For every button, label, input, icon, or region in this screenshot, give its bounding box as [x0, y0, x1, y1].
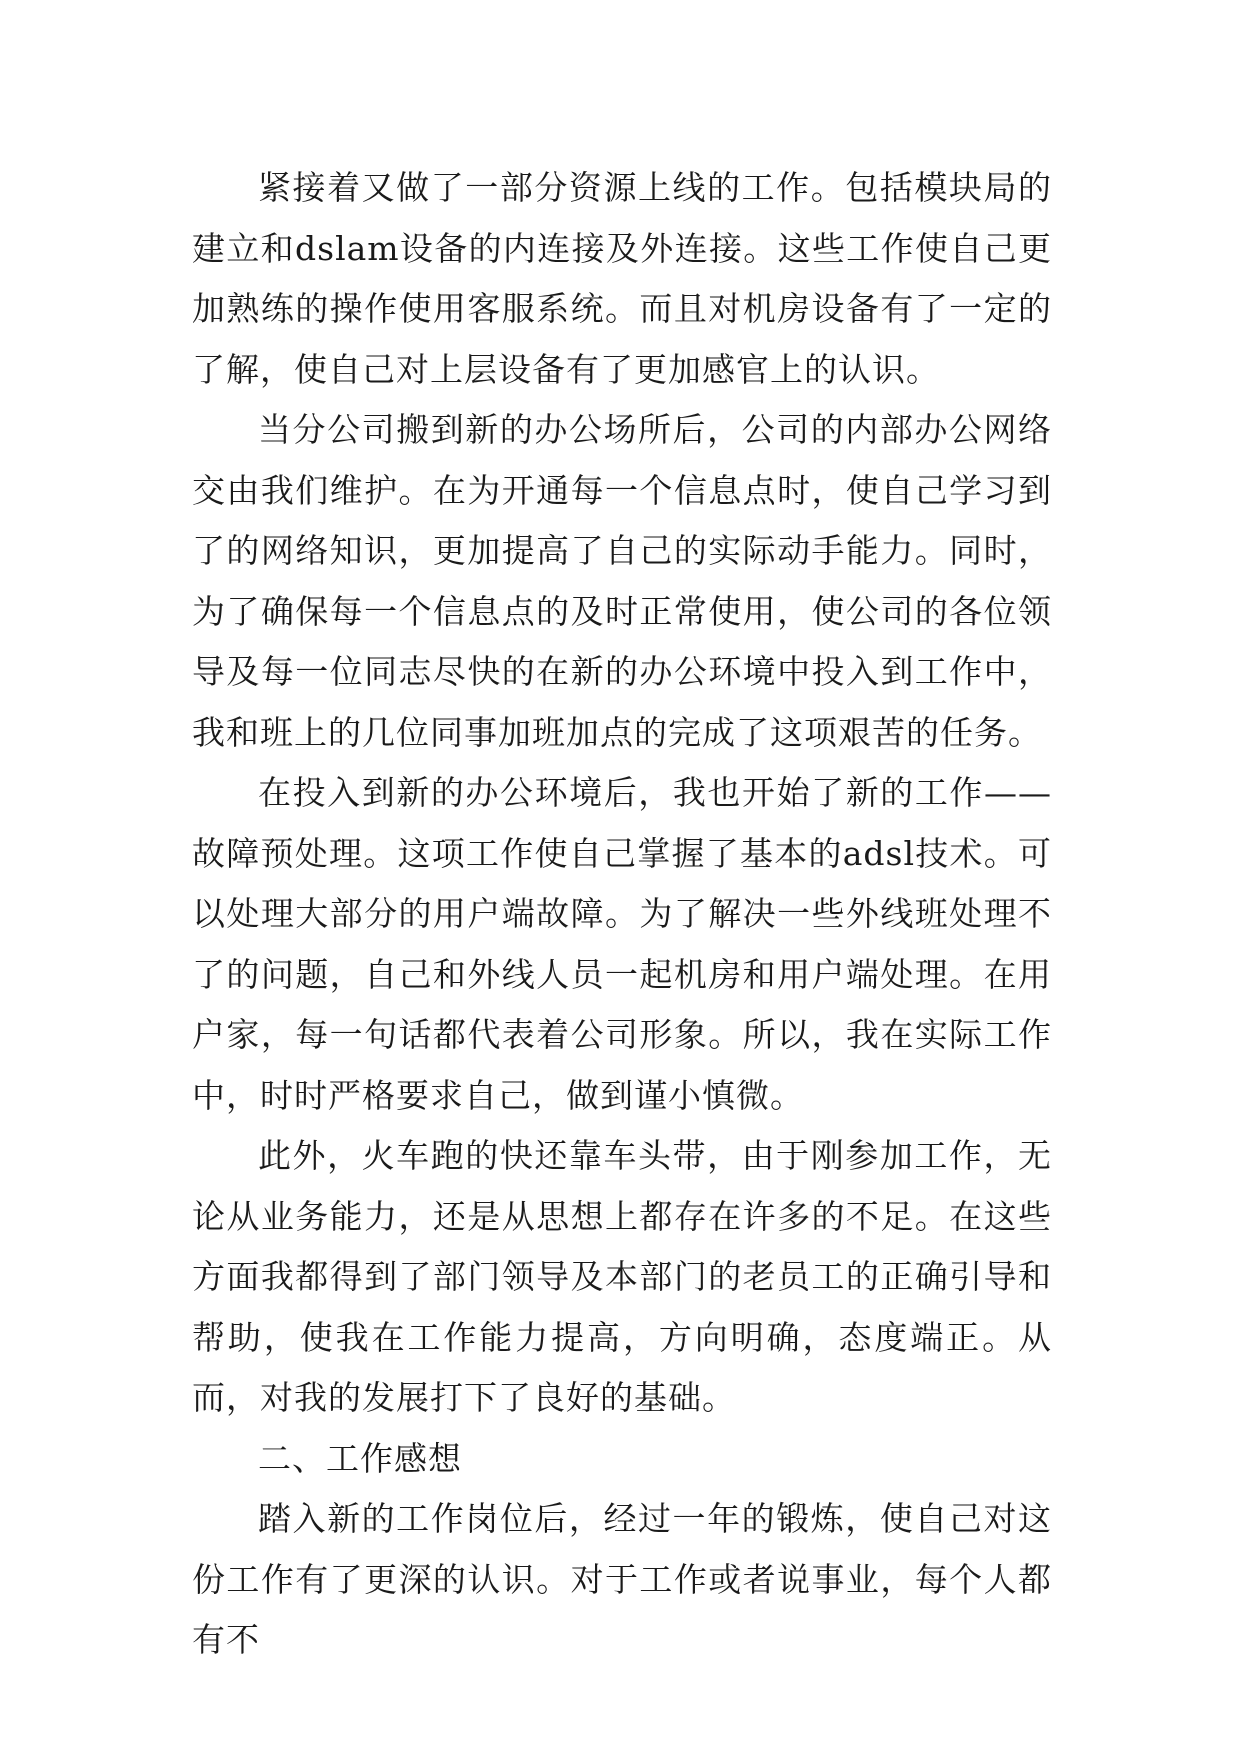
paragraph-resource-online: 紧接着又做了一部分资源上线的工作。包括模块局的建立和dslam设备的内连接及外连接。这些工作使自己更加熟练的操作使用客服系统。而且对机房设备有了一定的了解，使自己对上层设备有了更加感官上的认识。	[192, 168, 1052, 389]
paragraph-work-reflection: 踏入新的工作岗位后，经过一年的锻炼，使自己对这份工作有了更深的认识。对于工作或者说事业，每个人都有不	[192, 1499, 1052, 1659]
paragraph-office-network: 当分公司搬到新的办公场所后，公司的内部办公网络交由我们维护。在为开通每一个信息点时，使自己学习到了的网络知识，更加提高了自己的实际动手能力。同时，为了确保每一个信息点的及时正常使用，使公司的各位领导及每一位同志尽快的在新的办公环境中投入到工作中，我和班上的几位同事加班加点的完成了这项艰苦的任务。	[192, 410, 1052, 752]
document-body	[192, 158, 1052, 1671]
paragraph-fault-handling: 在投入到新的办公环境后，我也开始了新的工作——故障预处理。这项工作使自己掌握了基本的adsl技术。可以处理大部分的用户端故障。为了解决一些外线班处理不了的问题，自己和外线人员一起机房和用户端处理。在用户家，每一句话都代表着公司形象。所以，我在实际工作中，时时严格要求自己，做到谨小慎微。	[192, 773, 1052, 1115]
section-heading: 二、工作感想	[258, 1438, 462, 1478]
paragraph-guidance: 此外，火车跑的快还靠车头带，由于刚参加工作，无论从业务能力，还是从思想上都存在许多的不足。在这些方面我都得到了部门领导及本部门的老员工的正确引导和帮助，使我在工作能力提高，方向明确，态度端正。从而，对我的发展打下了良好的基础。	[192, 1136, 1052, 1417]
